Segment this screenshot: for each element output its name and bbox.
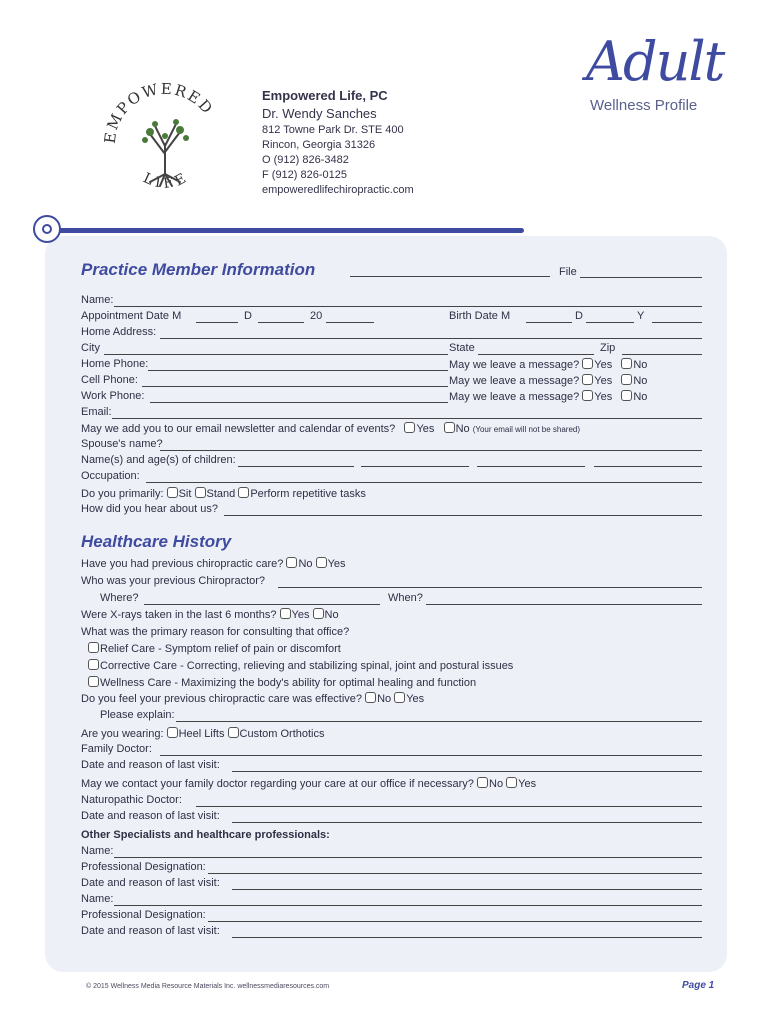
work-msg-yes-checkbox[interactable] xyxy=(582,390,593,401)
xray-yes-checkbox[interactable] xyxy=(280,608,291,619)
occupation-label: Occupation: xyxy=(81,470,140,482)
occupation-input[interactable] xyxy=(146,482,702,483)
birth-day-input[interactable] xyxy=(586,322,634,323)
birth-year-input[interactable] xyxy=(652,322,702,323)
children-label: Name(s) and age(s) of children: xyxy=(81,454,236,466)
work-phone-label: Work Phone: xyxy=(81,390,145,402)
file-label: File xyxy=(559,266,577,278)
cell-msg-row xyxy=(449,374,647,388)
cell-msg-yes-label: Yes xyxy=(594,375,613,387)
relief-label: Relief Care - Symptom relief of pain or discomfort xyxy=(100,643,341,655)
file-input[interactable] xyxy=(580,277,702,278)
hear-input[interactable] xyxy=(224,515,702,516)
effective-question: Do you feel your previous chiropractic care was effective? xyxy=(81,693,363,705)
naturo-last-visit-label: Date and reason of last visit: xyxy=(81,810,220,822)
specialist-2-designation-label: Professional Designation: xyxy=(81,909,206,921)
contact-yes-checkbox[interactable] xyxy=(506,777,517,788)
specialist-1-last-visit-label: Date and reason of last visit: xyxy=(81,877,220,889)
state-label: State xyxy=(449,342,475,354)
cell-msg-question: May we leave a message? xyxy=(449,375,580,387)
orthotics-label: Custom Orthotics xyxy=(239,728,325,740)
stand-checkbox[interactable] xyxy=(195,487,206,498)
newsletter-yes-label: Yes xyxy=(416,423,435,435)
prev-chiro-row xyxy=(81,557,346,571)
home-msg-row xyxy=(449,358,647,372)
prev-chiro-no-checkbox[interactable] xyxy=(286,557,297,568)
primarily-row xyxy=(81,487,366,501)
header-divider xyxy=(48,228,524,233)
prev-who-input[interactable] xyxy=(278,587,702,588)
naturo-last-visit-input[interactable] xyxy=(232,822,702,823)
xray-row xyxy=(81,608,339,622)
contact-row xyxy=(81,777,536,791)
where-label: Where? xyxy=(100,592,139,604)
work-msg-no-label: No xyxy=(633,391,648,403)
effective-row xyxy=(81,692,424,706)
stand-label: Stand xyxy=(206,488,236,500)
cell-phone-label: Cell Phone: xyxy=(81,374,138,386)
effective-no-checkbox[interactable] xyxy=(365,692,376,703)
practice-section-title: Practice Member Information xyxy=(81,260,316,279)
home-msg-question: May we leave a message? xyxy=(449,359,580,371)
prev-chiro-yes-label: Yes xyxy=(327,558,346,570)
prev-chiro-no-label: No xyxy=(298,558,313,570)
newsletter-row xyxy=(81,422,580,436)
naturopathic-label: Naturopathic Doctor: xyxy=(81,794,182,806)
explain-input[interactable] xyxy=(176,721,702,722)
cell-phone-input[interactable] xyxy=(142,386,448,387)
wearing-question: Are you wearing: xyxy=(81,728,164,740)
contact-no-label: No xyxy=(489,778,504,790)
effective-yes-checkbox[interactable] xyxy=(394,692,405,703)
newsletter-yes-checkbox[interactable] xyxy=(404,422,415,433)
logo-bottom-text: LIFE xyxy=(140,168,193,193)
family-doctor-input[interactable] xyxy=(160,755,702,756)
work-msg-yes-label: Yes xyxy=(594,391,613,403)
appt-day-input[interactable] xyxy=(258,322,304,323)
newsletter-no-label: No xyxy=(455,423,470,435)
newsletter-note: (Your email will not be shared) xyxy=(472,425,581,434)
other-specialists-heading: Other Specialists and healthcare professionals: xyxy=(81,829,330,841)
cell-msg-no-checkbox[interactable] xyxy=(621,374,632,385)
cell-msg-yes-checkbox[interactable] xyxy=(582,374,593,385)
hear-label: How did you hear about us? xyxy=(81,503,218,515)
prev-chiro-question: Have you had previous chiropractic care? xyxy=(81,558,284,570)
email-label: Email: xyxy=(81,406,112,418)
primarily-question: Do you primarily: xyxy=(81,488,164,500)
when-label: When? xyxy=(388,592,423,604)
family-doctor-label: Family Doctor: xyxy=(81,743,152,755)
sit-label: Sit xyxy=(178,488,192,500)
zip-label: Zip xyxy=(600,342,616,354)
work-msg-question: May we leave a message? xyxy=(449,391,580,403)
birth-day-label: D xyxy=(575,310,583,322)
address-line-1: 812 Towne Park Dr. STE 400 xyxy=(262,124,404,136)
history-section-title: Healthcare History xyxy=(81,532,232,551)
home-msg-no-label: No xyxy=(633,359,648,371)
contact-yes-label: Yes xyxy=(518,778,537,790)
empowered-life-logo xyxy=(100,74,230,204)
child-1-input[interactable] xyxy=(238,466,354,467)
appt-month-label: M xyxy=(172,310,182,322)
cell-msg-no-label: No xyxy=(633,375,648,387)
work-phone-input[interactable] xyxy=(150,402,448,403)
specialist-1-designation-input[interactable] xyxy=(208,873,702,874)
wellness-checkbox[interactable] xyxy=(88,676,99,687)
copyright-footer: © 2015 Wellness Media Resource Materials Inc. wellnessmediaresources.com xyxy=(86,983,330,990)
birth-month-label: M xyxy=(500,310,511,322)
work-msg-row xyxy=(449,390,647,404)
email-input[interactable] xyxy=(112,418,702,419)
corrective-label: Corrective Care - Correcting, relieving and stabilizing spinal, joint and postural issues xyxy=(100,660,514,672)
appt-day-label: D xyxy=(244,310,252,322)
wearing-row xyxy=(81,727,325,741)
specialist-1-name-label: Name: xyxy=(81,845,114,857)
name-label: Name: xyxy=(81,294,114,306)
naturopathic-input[interactable] xyxy=(196,806,702,807)
home-msg-yes-label: Yes xyxy=(594,359,613,371)
family-last-visit-input[interactable] xyxy=(232,771,702,772)
work-msg-no-checkbox[interactable] xyxy=(621,390,632,401)
appointment-date-label: Appointment Date xyxy=(81,310,170,322)
specialist-1-last-visit-input[interactable] xyxy=(232,889,702,890)
repetitive-checkbox[interactable] xyxy=(238,487,249,498)
specialist-2-last-visit-label: Date and reason of last visit: xyxy=(81,925,220,937)
corrective-checkbox[interactable] xyxy=(88,659,99,670)
child-3-input[interactable] xyxy=(477,466,585,467)
spouse-input[interactable] xyxy=(160,450,702,451)
spouse-label: Spouse's name? xyxy=(81,438,163,450)
heel-lifts-checkbox[interactable] xyxy=(167,727,178,738)
home-phone-label: Home Phone: xyxy=(81,358,149,370)
relief-row xyxy=(88,642,341,656)
address-line-2: Rincon, Georgia 31326 xyxy=(262,139,376,151)
effective-no-label: No xyxy=(377,693,392,705)
effective-yes-label: Yes xyxy=(406,693,425,705)
wellness-row xyxy=(88,676,476,690)
birth-date-label: Birth Date xyxy=(449,310,498,322)
where-input[interactable] xyxy=(144,604,380,605)
xray-question: Were X-rays taken in the last 6 months? xyxy=(81,609,277,621)
appt-month-input[interactable] xyxy=(196,322,238,323)
newsletter-question: May we add you to our email newsletter and calendar of events? xyxy=(81,423,396,435)
newsletter-no-checkbox[interactable] xyxy=(444,422,455,433)
child-2-input[interactable] xyxy=(361,466,469,467)
fax-number: F (912) 826-0125 xyxy=(262,169,347,181)
contact-question: May we contact your family doctor regarding your care at our office if necessary? xyxy=(81,778,474,790)
address-input[interactable] xyxy=(160,338,702,339)
office-phone: O (912) 826-3482 xyxy=(262,154,349,166)
form-title-sub: Wellness Profile xyxy=(590,97,698,114)
state-input[interactable] xyxy=(478,354,594,355)
sit-checkbox[interactable] xyxy=(167,487,178,498)
birth-month-input[interactable] xyxy=(526,322,572,323)
relief-checkbox[interactable] xyxy=(88,642,99,653)
doctor-name: Dr. Wendy Sanches xyxy=(262,106,377,121)
prev-who-label: Who was your previous Chiropractor? xyxy=(81,575,266,587)
appt-year-input[interactable] xyxy=(326,322,374,323)
home-msg-no-checkbox[interactable] xyxy=(621,358,632,369)
explain-label: Please explain: xyxy=(100,709,175,721)
title-underline xyxy=(350,276,550,277)
company-info xyxy=(262,87,414,198)
specialist-2-designation-input[interactable] xyxy=(208,921,702,922)
xray-yes-label: Yes xyxy=(291,609,310,621)
family-last-visit-label: Date and reason of last visit: xyxy=(81,759,220,771)
prev-chiro-yes-checkbox[interactable] xyxy=(316,557,327,568)
child-4-input[interactable] xyxy=(594,466,702,467)
appt-year-label: 20 xyxy=(310,310,323,322)
website: empoweredlifechiropractic.com xyxy=(262,184,414,196)
city-label: City xyxy=(81,342,100,354)
city-input[interactable] xyxy=(104,354,448,355)
home-phone-input[interactable] xyxy=(148,370,448,371)
heel-lifts-label: Heel Lifts xyxy=(178,728,225,740)
wellness-label: Wellness Care - Maximizing the body's ability for optimal healing and function xyxy=(100,677,477,689)
appointment-label xyxy=(81,310,181,323)
birth-year-label: Y xyxy=(637,310,645,322)
home-msg-yes-checkbox[interactable] xyxy=(582,358,593,369)
orthotics-checkbox[interactable] xyxy=(228,727,239,738)
specialist-1-designation-label: Professional Designation: xyxy=(81,861,206,873)
page-number: Page 1 xyxy=(682,980,715,991)
contact-no-checkbox[interactable] xyxy=(477,777,488,788)
name-input[interactable] xyxy=(114,306,702,307)
specialist-2-name-label: Name: xyxy=(81,893,114,905)
company-name: Empowered Life, PC xyxy=(262,88,388,103)
when-input[interactable] xyxy=(426,604,702,605)
repetitive-label: Perform repetitive tasks xyxy=(250,488,366,500)
svg-text:LIFE xyxy=(141,169,193,192)
xray-no-label: No xyxy=(324,609,339,621)
corrective-row xyxy=(88,659,513,673)
reason-question: What was the primary reason for consulting that office? xyxy=(81,626,350,638)
specialist-1-name-input[interactable] xyxy=(114,857,702,858)
specialist-2-last-visit-input[interactable] xyxy=(232,937,702,938)
specialist-2-name-input[interactable] xyxy=(114,905,702,906)
birth-label xyxy=(449,310,510,323)
divider-inner-circle-icon xyxy=(42,224,52,234)
logo-top-text: EMPOWERED xyxy=(100,79,218,145)
address-label: Home Address: xyxy=(81,326,157,338)
zip-input[interactable] xyxy=(622,354,702,355)
form-title-script: Adult xyxy=(586,30,724,93)
xray-no-checkbox[interactable] xyxy=(313,608,324,619)
